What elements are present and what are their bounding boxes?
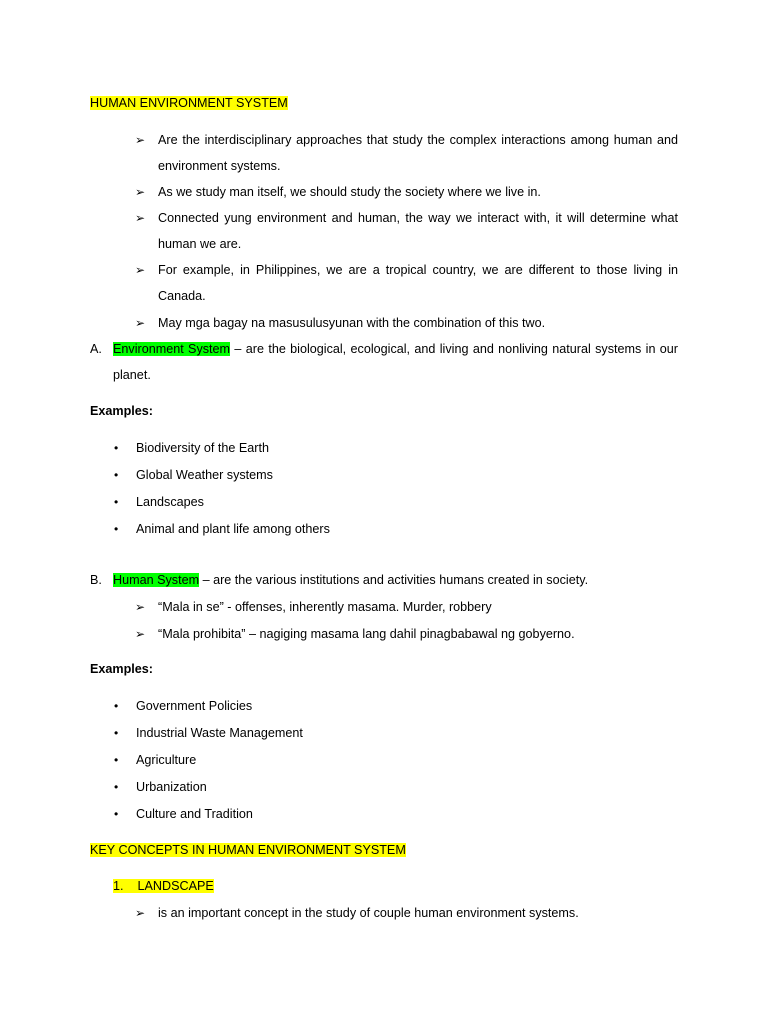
env-example-item: Global Weather systems bbox=[136, 468, 273, 482]
arrow-bullet-icon: ➢ bbox=[135, 906, 146, 920]
arrow-bullet-icon: ➢ bbox=[135, 627, 146, 641]
intro-bullet-2: As we study man itself, we should study the society where we live in. bbox=[158, 185, 541, 199]
arrow-bullet-icon: ➢ bbox=[135, 133, 146, 147]
dot-bullet-icon: • bbox=[114, 780, 119, 794]
human-example-item: Agriculture bbox=[136, 753, 197, 767]
title-text: HUMAN ENVIRONMENT SYSTEM bbox=[90, 96, 288, 110]
human-example-item: Culture and Tradition bbox=[136, 807, 253, 821]
env-example-item: Landscapes bbox=[136, 495, 204, 509]
arrow-bullet-icon: ➢ bbox=[135, 185, 146, 199]
human-example-item: Government Policies bbox=[136, 699, 253, 713]
dot-bullet-icon: • bbox=[114, 522, 119, 536]
intro-bullet-4: For example, in Philippines, we are a tropical country, we are different to those living in bbox=[158, 263, 678, 277]
intro-bullet-3: Connected yung environment and human, the way we interact with, it will determine what bbox=[158, 211, 678, 225]
intro-bullet-4-cont: Canada. bbox=[158, 289, 206, 303]
examples-label: Examples: bbox=[90, 662, 153, 676]
section-b-rest: – are the various institutions and activities humans created in society. bbox=[199, 573, 589, 587]
document-title bbox=[90, 95, 288, 111]
dot-bullet-icon: • bbox=[114, 753, 119, 767]
intro-bullet-1-cont: environment systems. bbox=[158, 159, 281, 173]
human-example-item: Industrial Waste Management bbox=[136, 726, 303, 740]
dot-bullet-icon: • bbox=[114, 441, 119, 455]
concept-1-heading bbox=[113, 878, 214, 894]
concept-1-title: LANDSCAPE bbox=[137, 879, 214, 893]
env-example-item: Biodiversity of the Earth bbox=[136, 441, 269, 455]
arrow-bullet-icon: ➢ bbox=[135, 316, 146, 330]
concept-1-highlight bbox=[113, 879, 214, 893]
key-concepts-heading bbox=[90, 842, 406, 858]
section-b-marker: B. bbox=[90, 573, 102, 587]
concept-1-marker: 1. bbox=[113, 879, 124, 893]
intro-bullet-1: Are the interdisciplinary approaches that study the complex interactions among human and bbox=[158, 133, 678, 147]
dot-bullet-icon: • bbox=[114, 699, 119, 713]
dot-bullet-icon: • bbox=[114, 807, 119, 821]
section-a-term: Environment System bbox=[113, 342, 231, 356]
section-a-cont: planet. bbox=[113, 368, 151, 382]
section-b-bullet-2: “Mala prohibita” – nagiging masama lang dahil pinagbabawal ng gobyerno. bbox=[158, 627, 575, 641]
arrow-bullet-icon: ➢ bbox=[135, 600, 146, 614]
env-example-item: Animal and plant life among others bbox=[136, 522, 330, 536]
section-b-bullet-1: “Mala in se” - offenses, inherently masama. Murder, robbery bbox=[158, 600, 492, 614]
concept-1-bullet: is an important concept in the study of couple human environment systems. bbox=[158, 906, 579, 920]
dot-bullet-icon: • bbox=[114, 726, 119, 740]
human-example-item: Urbanization bbox=[136, 780, 207, 794]
examples-label: Examples: bbox=[90, 404, 153, 418]
arrow-bullet-icon: ➢ bbox=[135, 211, 146, 225]
arrow-bullet-icon: ➢ bbox=[135, 263, 146, 277]
section-a-rest: – are the biological, ecological, and living and nonliving natural systems in our bbox=[230, 342, 679, 356]
intro-bullet-3-cont: human we are. bbox=[158, 237, 242, 251]
section-b-term: Human System bbox=[113, 573, 200, 587]
intro-bullet-5: May mga bagay na masusulusyunan with the combination of this two. bbox=[158, 316, 546, 330]
dot-bullet-icon: • bbox=[114, 468, 119, 482]
key-concepts-title: KEY CONCEPTS IN HUMAN ENVIRONMENT SYSTEM bbox=[90, 843, 406, 857]
dot-bullet-icon: • bbox=[114, 495, 119, 509]
section-a-marker: A. bbox=[90, 342, 102, 356]
section-a-definition bbox=[113, 341, 678, 357]
section-b-definition bbox=[113, 572, 588, 588]
